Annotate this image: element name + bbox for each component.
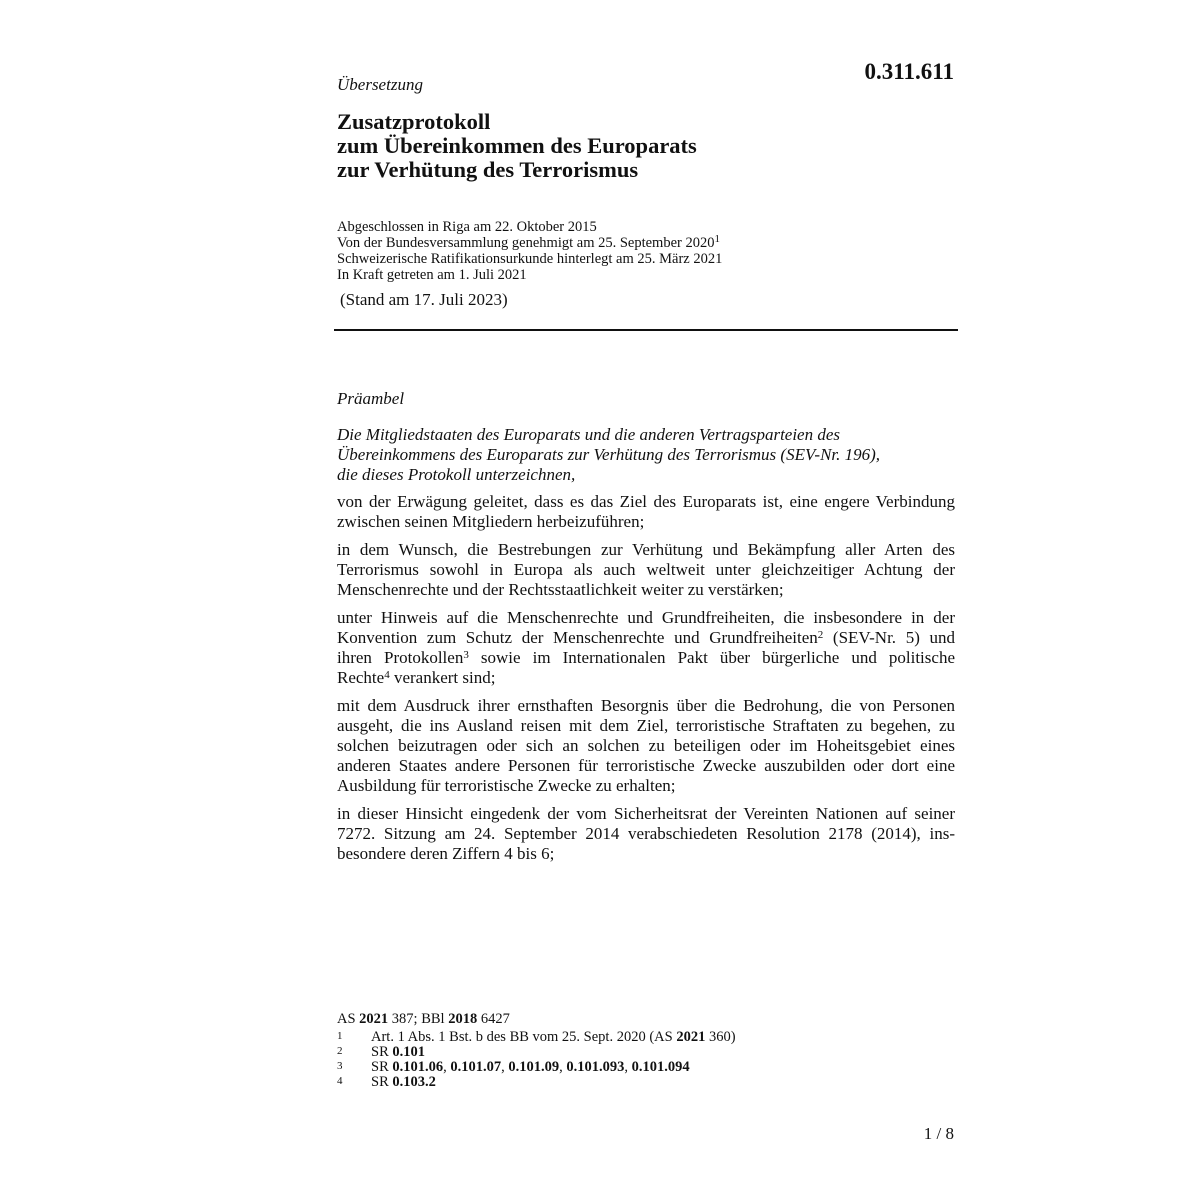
approval-date [337, 235, 957, 251]
title-line: Zusatzprotokoll [337, 109, 491, 134]
sr-link[interactable]: 0.101.09 [508, 1059, 560, 1075]
text-segment: Rechte [337, 668, 385, 687]
text-line: von der Erwägung geleitet, dass es das Ziel des Europarats ist, eine engere Verbindung [337, 492, 955, 511]
preamble-paragraph [337, 540, 955, 600]
text-line [337, 668, 955, 688]
official-gazette-reference [337, 1012, 957, 1027]
text-line: Ausbildung für terroristische Zwecke zu erhalten; [337, 776, 676, 795]
text-segment: Konvention zum Schutz der Menschenrechte und Grundfreiheiten [337, 628, 818, 647]
text-segment: , [443, 1059, 451, 1075]
text-line: 7272. Sitzung am 24. September 2014 verabschiedeten Resolution 2178 (2014), ins- [337, 824, 955, 843]
footnote-item [337, 1075, 957, 1090]
text-segment: AS [337, 1011, 360, 1027]
footnote-item [337, 1045, 957, 1060]
text-segment: , [501, 1059, 509, 1075]
text-line: besondere deren Ziffern 4 bis 6; [337, 844, 555, 863]
text-line: mit dem Ausdruck ihrer ernsthaften Besorgnis über die Bedrohung, die von Personen [337, 696, 955, 715]
footnote-text [371, 1060, 690, 1075]
sr-number: 0.311.611 [864, 59, 954, 84]
text-segment: 2021 [359, 1011, 389, 1027]
text-segment: SR [371, 1044, 393, 1060]
preamble-intro [337, 425, 957, 485]
sr-link[interactable]: 0.101.06 [392, 1059, 444, 1075]
footnote-item [337, 1030, 957, 1045]
ratification-date: Schweizerische Ratifikationsurkunde hinterlegt am 25. März 2021 [337, 251, 723, 267]
footnote-number: 1 [337, 1030, 343, 1042]
sr-link[interactable]: 0.101.07 [450, 1059, 502, 1075]
text-segment: ihren Protokollen [337, 648, 464, 667]
text-segment: SR [371, 1059, 393, 1075]
text-line: in dem Wunsch, die Bestrebungen zur Verhütung und Bekämpfung aller Arten des [337, 540, 955, 559]
text-line [337, 628, 955, 648]
text-segment: 360) [705, 1029, 736, 1045]
intro-line: Übereinkommens des Europarats zur Verhütung des Terrorismus (SEV-Nr. 196), [337, 445, 881, 464]
footnote-number: 2 [337, 1045, 343, 1057]
text-segment: (SEV-Nr. 5) und [823, 628, 955, 647]
text-segment: 387; BBl [388, 1011, 449, 1027]
sr-link[interactable]: 0.101.094 [631, 1059, 690, 1075]
preamble-body [337, 492, 955, 872]
footnote-ref[interactable]: 2 [817, 629, 824, 641]
footnote-ref[interactable]: 3 [463, 649, 469, 661]
text-line: ausgeht, die ins Ausland reisen mit dem Ziel, terroristische Straftaten zu begehen, zu [337, 716, 955, 735]
sr-link[interactable]: 0.101 [392, 1044, 425, 1060]
text-segment: Art. 1 Abs. 1 Bst. b des BB vom 25. Sept. 2020 (AS [371, 1029, 677, 1045]
text-line [337, 648, 955, 668]
text-line: in dieser Hinsicht eingedenk der vom Sicherheitsrat der Vereinten Nationen auf seiner [337, 804, 955, 823]
preamble-paragraph [337, 492, 955, 532]
document-title [337, 110, 957, 182]
text-segment: SR [371, 1074, 393, 1090]
in-force-date: In Kraft getreten am 1. Juli 2021 [337, 267, 527, 283]
sr-link[interactable]: 0.101.093 [566, 1059, 625, 1075]
text-line: anderen Staates andere Personen für terroristische Zwecke auszubilden oder dort eine [337, 756, 955, 775]
footnote-number: 4 [337, 1075, 343, 1087]
sr-link[interactable]: 0.103.2 [392, 1074, 436, 1090]
footnote-number: 3 [337, 1060, 343, 1072]
preamble-paragraph [337, 696, 955, 796]
page-number: 1 / 8 [923, 1124, 954, 1143]
footnote-text [371, 1075, 436, 1090]
preamble-heading: Präambel [337, 389, 405, 408]
text-segment: sowie im Internationalen Pakt über bürgerliche und politische [468, 648, 955, 667]
intro-line: Die Mitgliedstaaten des Europarats und die anderen Vertragsparteien des [337, 425, 841, 444]
text-line: zwischen seinen Mitgliedern herbeizuführen; [337, 512, 645, 531]
footnotes [337, 1012, 957, 1090]
text-segment: 2018 [448, 1011, 478, 1027]
text-segment: , [559, 1059, 567, 1075]
header-divider [334, 329, 958, 331]
document-metadata [337, 219, 957, 283]
text-segment: , [624, 1059, 632, 1075]
footnote-text [371, 1045, 425, 1060]
title-line: zum Übereinkommen des Europarats [337, 133, 697, 158]
title-line: zur Verhütung des Terrorismus [337, 157, 639, 182]
text-segment: 2021 [676, 1029, 706, 1045]
footnote-text [371, 1030, 736, 1045]
intro-line: die dieses Protokoll unterzeichnen, [337, 465, 576, 484]
text-line: solchen beizutragen oder sich an solchen zu beteiligen oder im Hoheitsgebiet eines [337, 736, 955, 755]
preamble-paragraph [337, 608, 955, 688]
footnote-ref[interactable]: 1 [714, 233, 720, 245]
translation-label: Übersetzung [337, 75, 423, 94]
preamble-paragraph [337, 804, 955, 864]
status-date: (Stand am 17. Juli 2023) [340, 290, 508, 309]
footnote-ref[interactable]: 4 [384, 669, 390, 681]
text-segment: 6427 [477, 1011, 510, 1027]
approval-text: Von der Bundesversammlung genehmigt am 25. September 2020 [337, 235, 715, 251]
concluded-date: Abgeschlossen in Riga am 22. Oktober 2015 [337, 219, 597, 235]
footnote-item [337, 1060, 957, 1075]
text-line: Menschenrechte und der Rechtsstaatlichkeit weiter zu verstärken; [337, 580, 784, 599]
text-segment: verankert sind; [389, 668, 496, 687]
text-line: unter Hinweis auf die Menschenrechte und Grundfreiheiten, die insbesondere in der [337, 608, 955, 627]
text-line: Terrorismus sowohl in Europa als auch weltweit unter gleichzeitiger Achtung der [337, 560, 955, 579]
